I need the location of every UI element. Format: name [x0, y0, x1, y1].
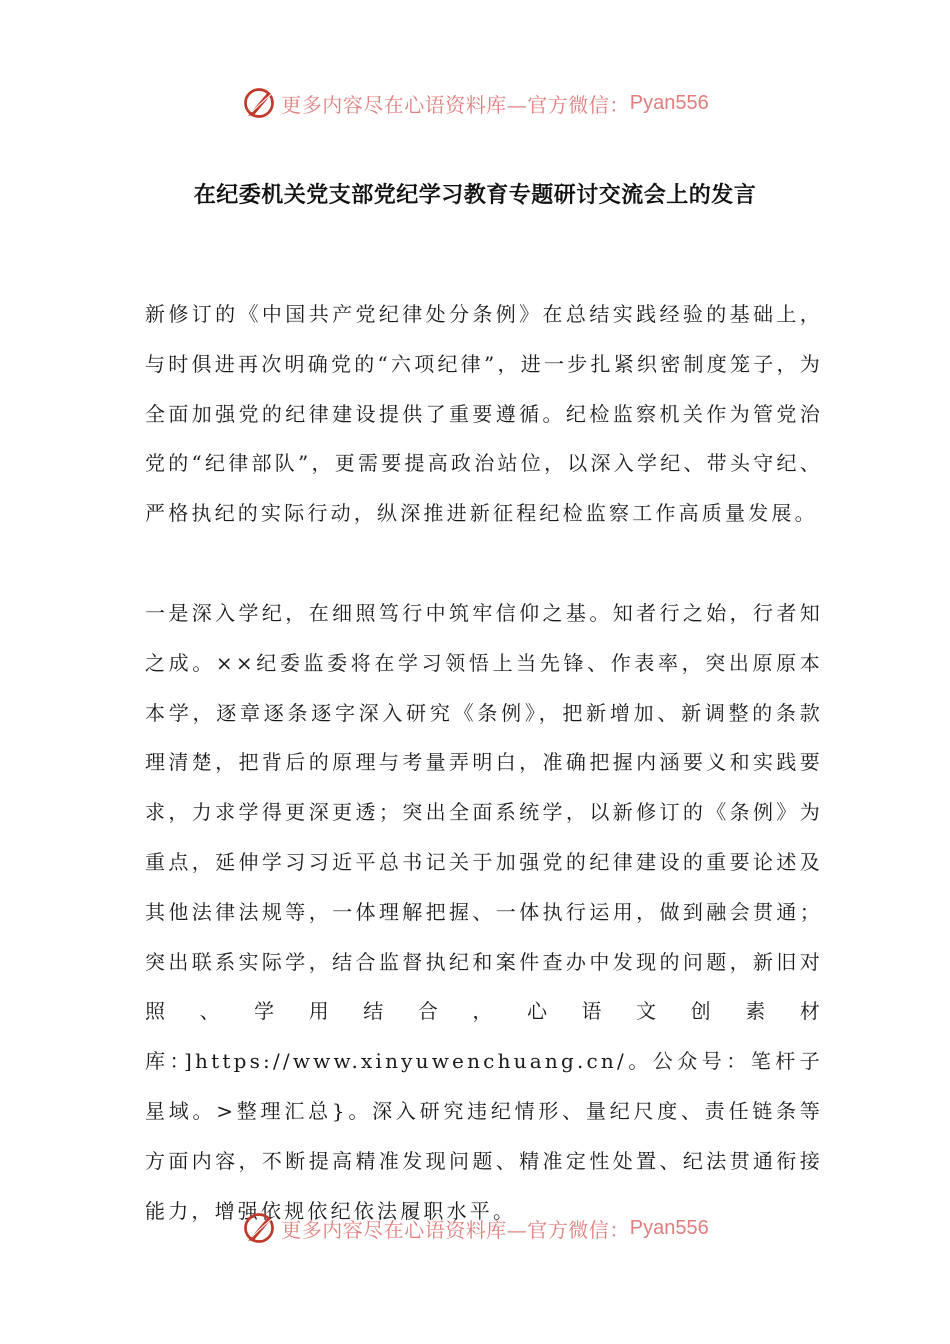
- document-title: 在纪委机关党支部党纪学习教育专题研讨交流会上的发言: [193, 183, 757, 208]
- quill-logo-icon: [241, 85, 277, 121]
- footer-banner-text: 更多内容尽在心语资料库—官方微信：: [281, 1217, 630, 1242]
- quill-logo-icon: [241, 1210, 277, 1246]
- footer-watermark-banner: [0, 1206, 950, 1250]
- paragraph-2: 一是深入学纪，在细照笃行中筑牢信仰之基。知者行之始，行者知之成。××纪委监委将在学习领悟上当先锋、作表率，突出原原本本学，逐章逐条逐字深入研究《条例》，把新增加、新调整的条款理清楚，把背后的原理与考量弄明白，准确把握内涵要义和实践要求，力求学得更深更透；突出全面系统学，以新修订的《条例》为重点，延伸学习习近平总书记关于加强党的纪律建设的重要论述及其他法律法规等，一体理解把握、一体执行运用，做到融会贯通；突出联系实际学，结合监督执纪和案件查办中发现的问题，新旧对照、学用结合，心语文创素材库：]https://www.xinyuwenchuang.cn/。公众号：笔杆子星域。>整理汇总}。深入研究违纪情形、量纪尺度、责任链条等方面内容，不断提高精准发现问题、精准定性处置、纪法贯通衔接能力，增强依规依纪依法履职水平。: [145, 601, 823, 1223]
- header-watermark-banner: [0, 81, 950, 125]
- footer-banner-id: Pyan556: [629, 1216, 709, 1239]
- paragraph-1: 新修订的《中国共产党纪律处分条例》在总结实践经验的基础上，与时俱进再次明确党的“六项纪律”，进一步扎紧织密制度笼子，为全面加强党的纪律建设提供了重要遵循。纪检监察机关作为管党治党的“纪律部队”，更需要提高政治站位，以深入学纪、带头守纪、严格执纪的实际行动，纵深推进新征程纪检监察工作高质量发展。: [145, 302, 823, 526]
- header-banner-text: 更多内容尽在心语资料库—官方微信：: [281, 92, 630, 117]
- header-banner-id: Pyan556: [629, 91, 709, 114]
